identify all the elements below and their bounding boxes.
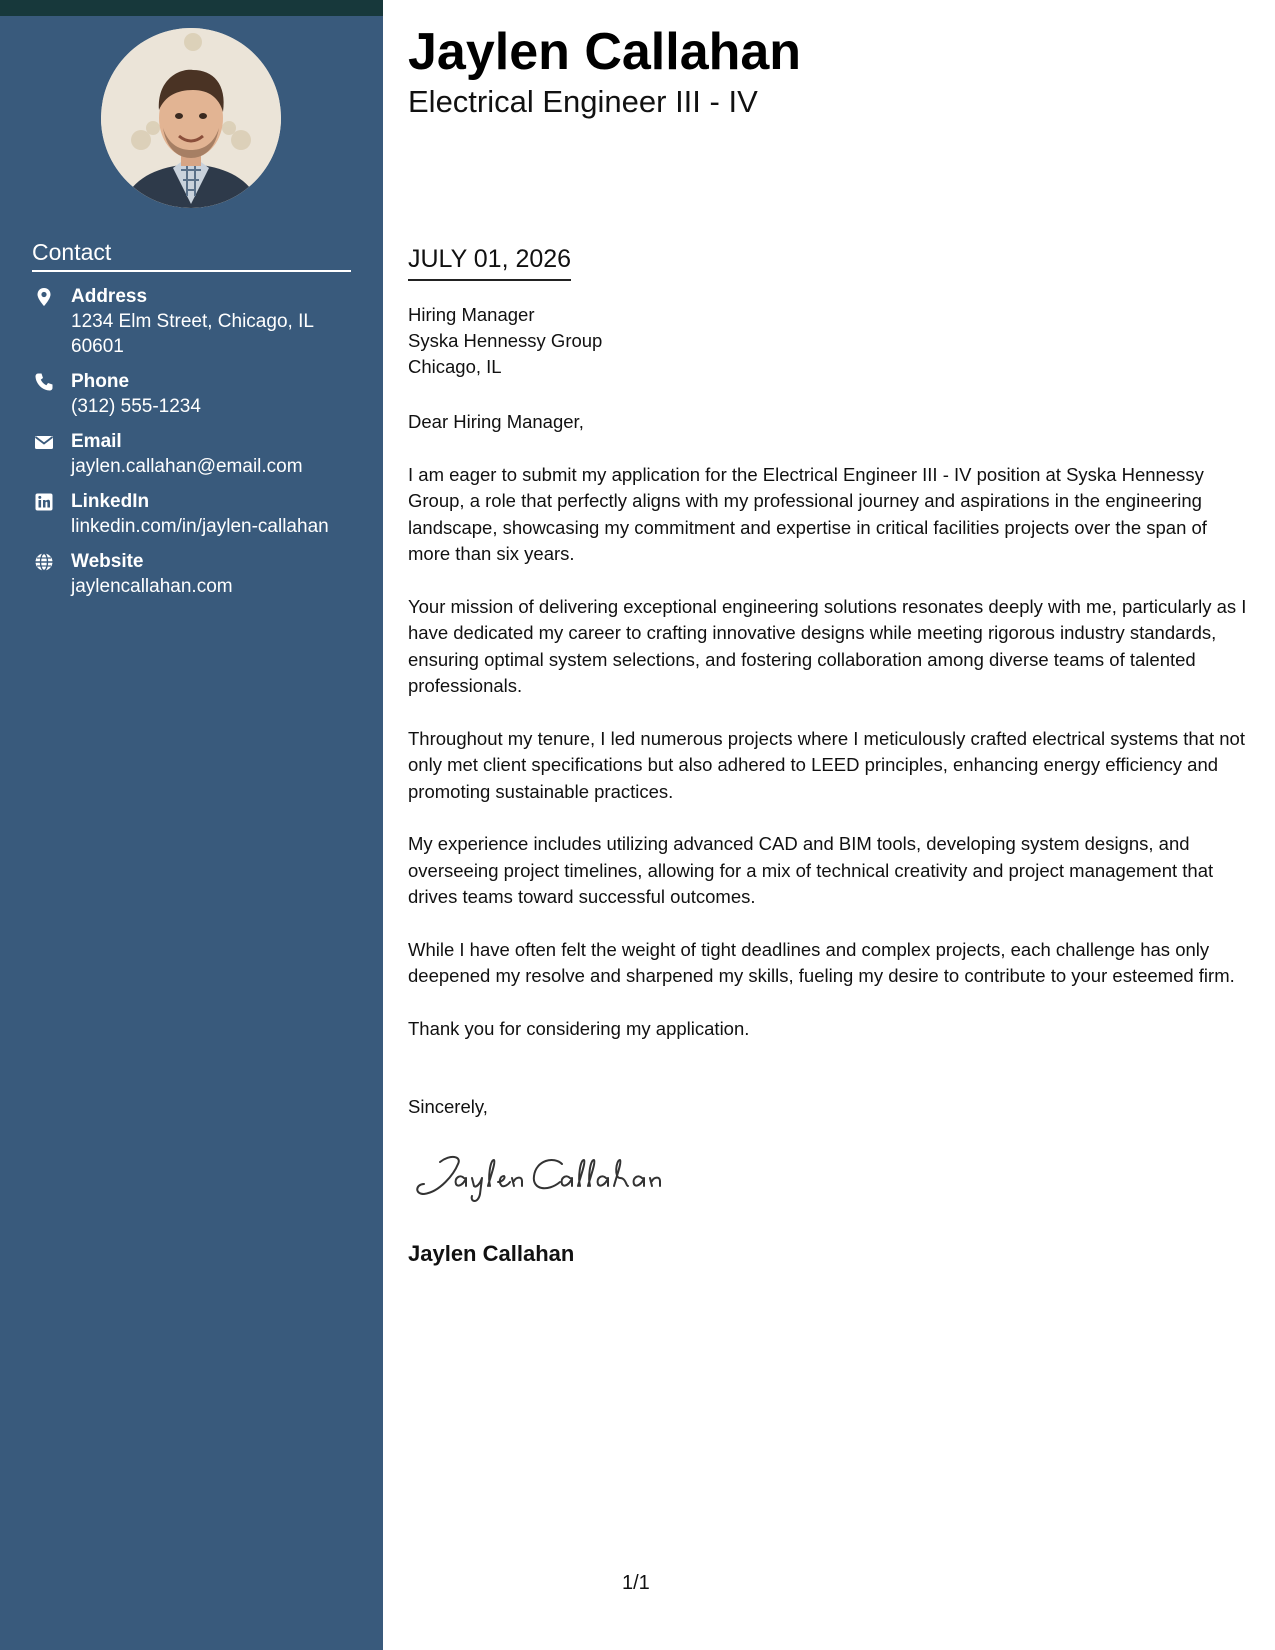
envelope-icon	[34, 432, 54, 452]
website-label: Website	[71, 551, 144, 572]
recipient-block	[408, 302, 602, 380]
contact-list	[32, 284, 362, 609]
sidebar	[0, 0, 383, 1650]
email-label: Email	[71, 431, 122, 452]
contact-item-address	[32, 284, 362, 359]
profile-photo	[101, 28, 281, 208]
page-number: 1/1	[622, 1572, 650, 1594]
linkedin-label: LinkedIn	[71, 491, 150, 512]
contact-item-email	[32, 429, 362, 479]
body-paragraph: I am eager to submit my application for the Electrical Engineer III - IV position at Syska Hennessy Group, a role that perfectly aligns with my professional journey and aspirations in the engineering landscape, showcasing my commitment and expertise in critical facilities projects over the span of more than six years.	[408, 463, 1207, 564]
contact-item-website	[32, 549, 362, 599]
website-value[interactable]: jaylencallahan.com	[71, 576, 233, 597]
body-paragraph: Thank you for considering my application.	[408, 1017, 750, 1039]
address-label: Address	[71, 286, 148, 307]
address-value: 1234 Elm Street, Chicago, IL 60601	[71, 311, 314, 357]
map-pin-icon	[34, 287, 54, 307]
body-paragraph: Throughout my tenure, I led numerous projects where I meticulously crafted electrical systems that not only met client specifications but also adhered to LEED principles, enhancing energy efficiency and promoting sustainable practices.	[408, 727, 1245, 802]
recipient-line: Hiring Manager	[408, 304, 535, 325]
recipient-line: Syska Hennessy Group	[408, 330, 603, 351]
applicant-name: Jaylen Callahan	[408, 23, 802, 81]
letter-date: JULY 01, 2026	[408, 243, 571, 281]
phone-value[interactable]: (312) 555-1234	[71, 396, 201, 417]
linkedin-icon	[34, 492, 54, 512]
letter-body	[408, 409, 1253, 1068]
phone-icon	[34, 372, 54, 392]
email-value[interactable]: jaylen.callahan@email.com	[71, 456, 303, 477]
body-paragraph: While I have often felt the weight of tight deadlines and complex projects, each challenge has only deepened my resolve and sharpened my skills, fueling my desire to contribute to your esteemed firm.	[408, 938, 1235, 986]
body-paragraph: My experience includes utilizing advanced CAD and BIM tools, developing system designs, and overseeing project timelines, allowing for a mix of technical creativity and project management that drives teams toward successful outcomes.	[408, 833, 1214, 907]
signer-name: Jaylen Callahan	[408, 1241, 575, 1266]
contact-heading: Contact	[32, 238, 351, 272]
recipient-line: Chicago, IL	[408, 356, 502, 377]
contact-item-linkedin	[32, 489, 362, 539]
contact-item-phone	[32, 369, 362, 419]
closing: Sincerely,	[408, 1096, 488, 1117]
linkedin-value[interactable]: linkedin.com/in/jaylen-callahan	[71, 516, 329, 537]
body-paragraph: Your mission of delivering exceptional engineering solutions resonates deeply with me, particularly as I have dedicated my career to crafting innovative designs while meeting rigorous industry standards, ensuring optimal system selections, and fostering collaboration among diverse teams of talented professionals.	[408, 595, 1247, 696]
avatar	[101, 28, 281, 208]
sidebar-top-bar	[0, 0, 383, 16]
salutation: Dear Hiring Manager,	[408, 411, 584, 432]
job-title: Electrical Engineer III - IV	[408, 84, 758, 119]
handwritten-signature	[410, 1148, 680, 1208]
globe-icon	[34, 552, 54, 572]
phone-label: Phone	[71, 371, 130, 392]
